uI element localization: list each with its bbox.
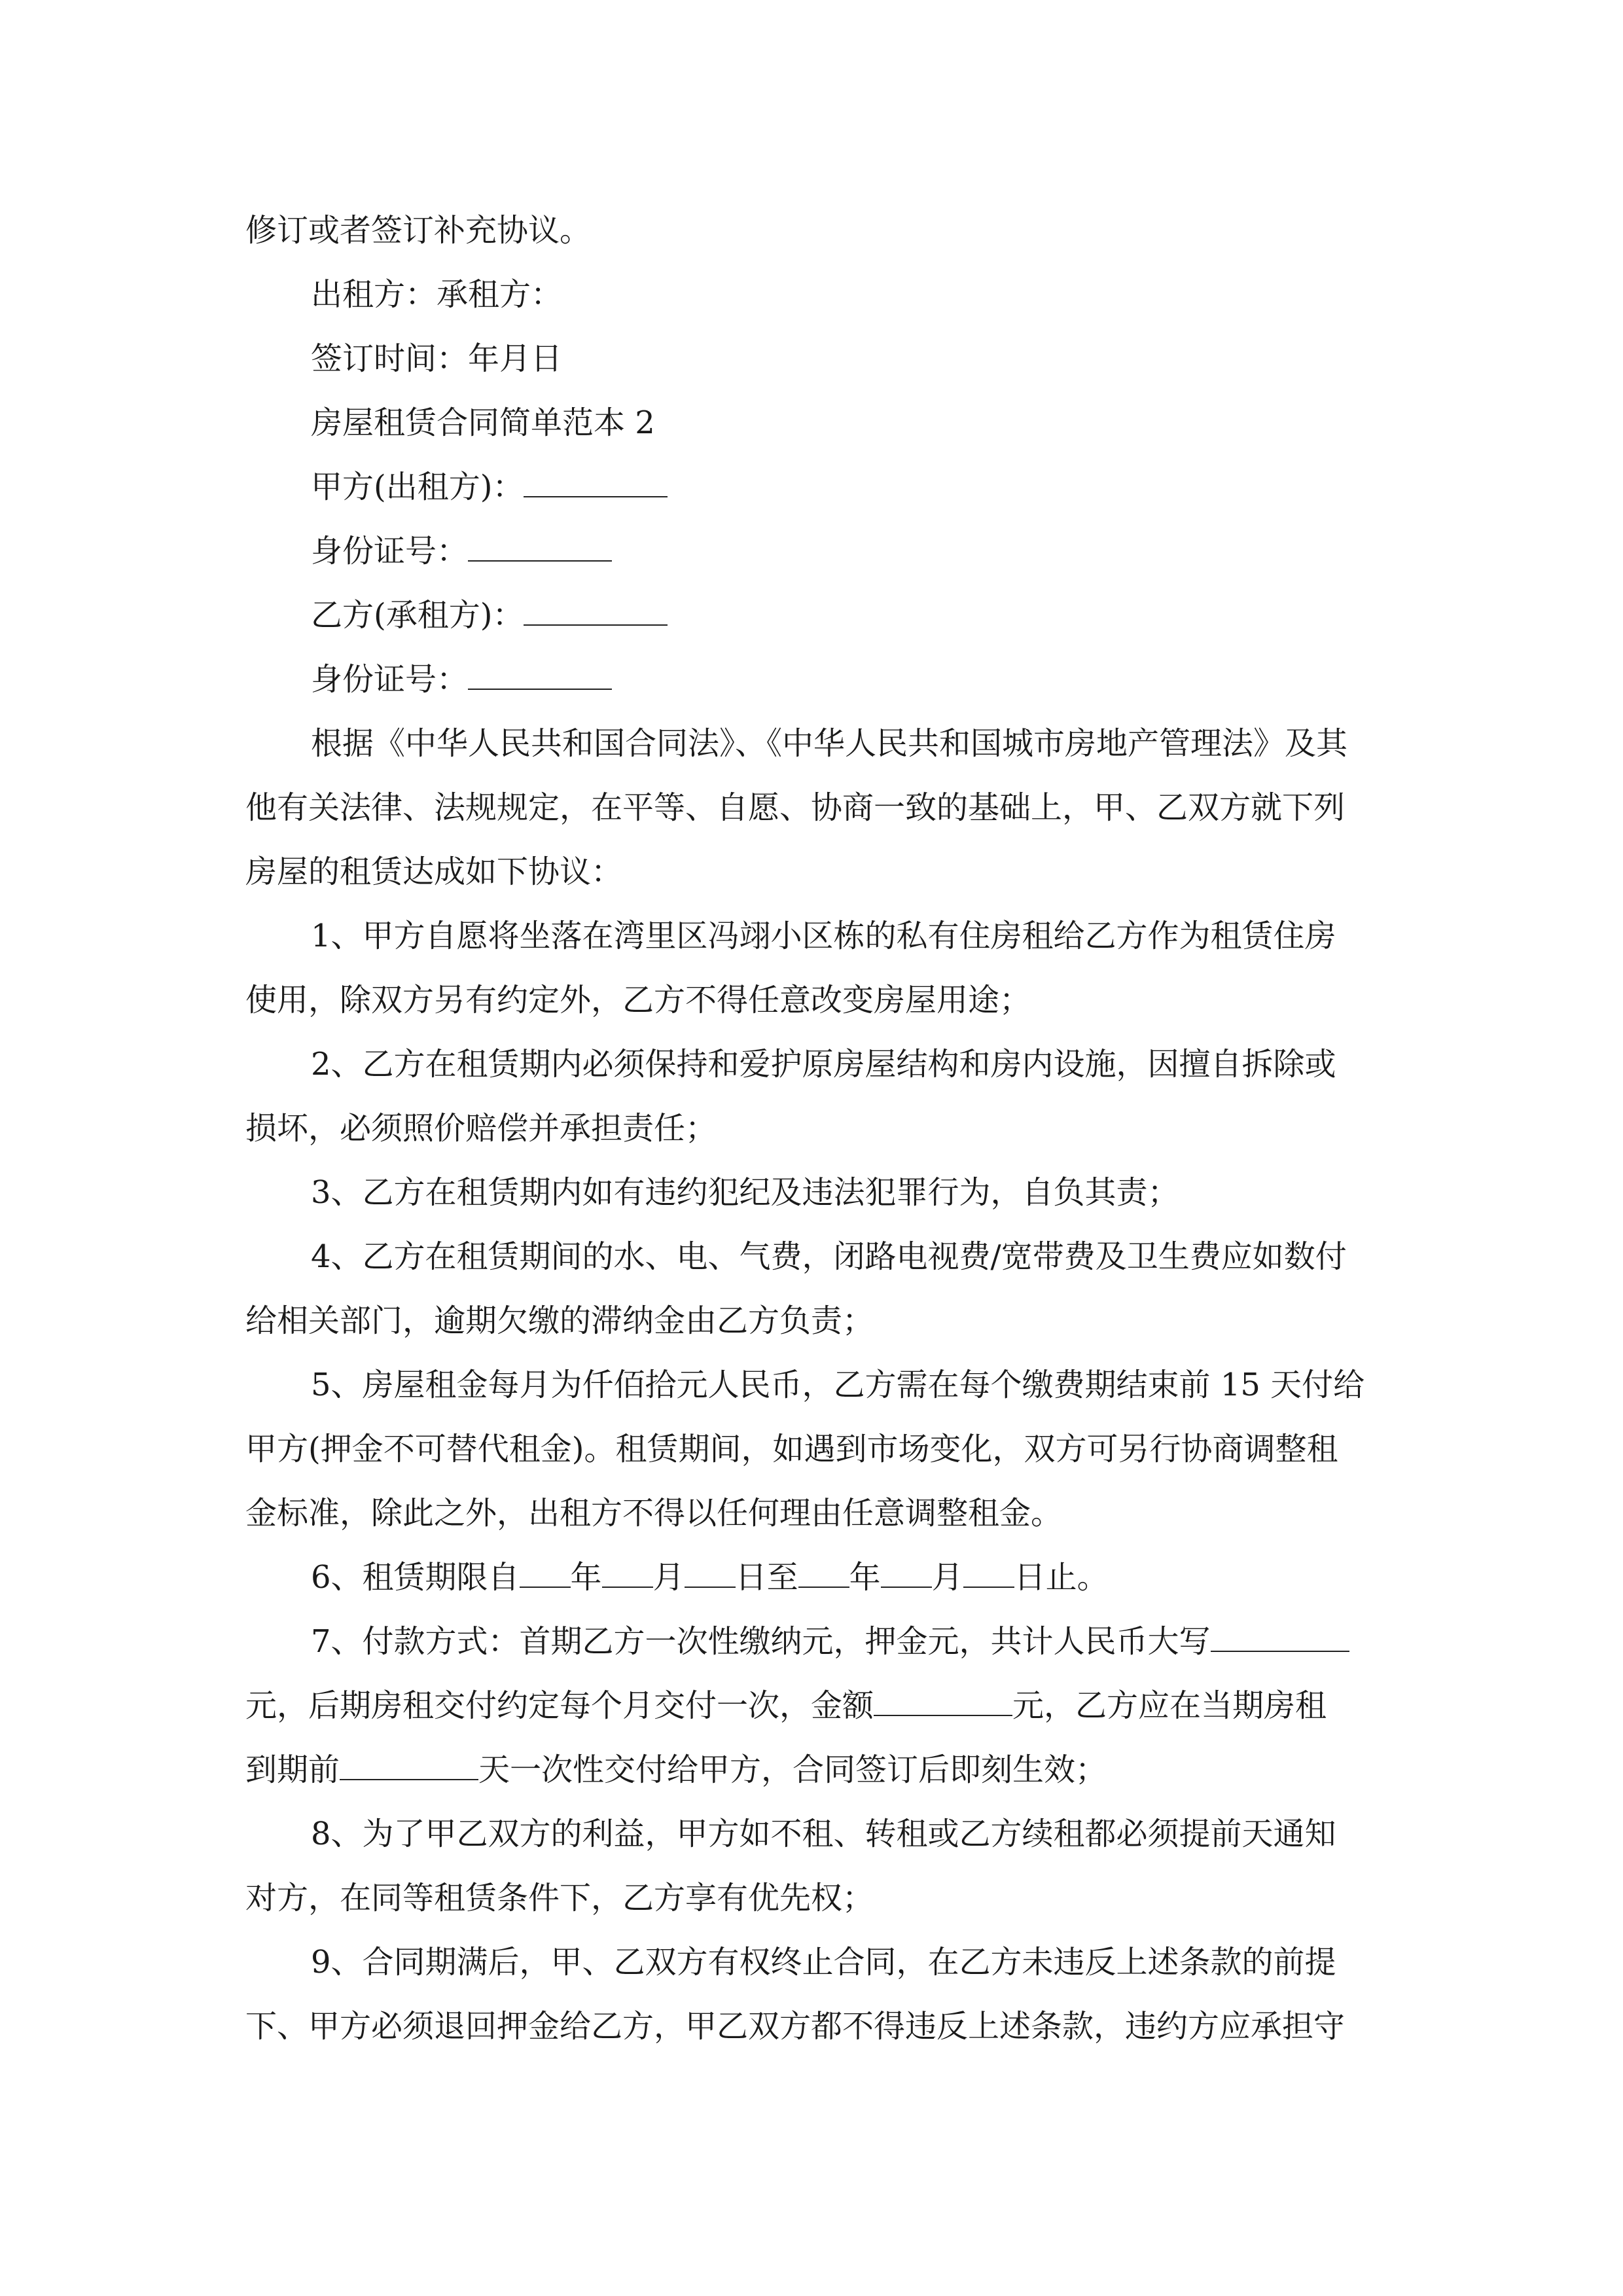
day-to-label: 日至 [735,1559,798,1596]
id-blank [468,531,612,562]
party-a-label: 甲方(出租方)： [311,469,524,505]
blank [881,1558,932,1588]
clause-5: 5、房屋租金每月为仟佰拾元人民币，乙方需在每个缴费期结束前 15 天付给 [311,1367,1365,1403]
year-label: 年 [849,1559,881,1596]
day-end-label: 日止。 [1014,1559,1109,1596]
id-label: 身份证号： [311,661,469,698]
signing-date: 签订时间：年月日 [311,340,563,377]
month-label: 月 [652,1559,685,1596]
text-line: 对方，在同等租赁条件下，乙方享有优先权； [245,1880,874,1916]
clause-2: 2、乙方在租赁期内必须保持和爱护原房屋结构和房内设施，因擅自拆除或 [311,1046,1336,1083]
blank [520,1558,571,1588]
text-line: 根据《中华人民共和国合同法》、《中华人民共和国城市房地产管理法》及其 [311,725,1348,762]
party-b-label: 乙方(承租方)： [311,597,524,634]
text-line: 下、甲方必须退回押金给乙方，甲乙双方都不得违反上述条款，违约方应承担守 [245,2008,1346,2045]
payment-text: 到期前 [245,1751,340,1788]
party-b-blank [524,596,668,626]
party-b-id-field [311,660,612,699]
payment-text: 元，乙方应在当期房租 [1012,1687,1327,1724]
text-line: 损坏，必须照价赔偿并承担责任； [245,1110,717,1147]
year-label: 年 [570,1559,602,1596]
id-label: 身份证号： [311,533,469,569]
lease-term-prefix: 6、租赁期限自 [311,1559,520,1596]
blank [963,1558,1014,1588]
party-a-id-field [311,531,612,571]
text-line: 修订或者签订补充协议。 [245,212,592,249]
id-blank [468,660,612,690]
party-a-field [311,467,668,507]
clause-9: 9、合同期满后，甲、乙双方有权终止合同，在乙方未违反上述条款的前提 [311,1944,1336,1981]
blank [798,1558,849,1588]
clause-8: 8、为了甲乙双方的利益，甲方如不租、转租或乙方续租都必须提前天通知 [311,1816,1336,1852]
text-line [245,1750,1107,1789]
blank [1211,1622,1349,1652]
payment-text: 7、付款方式：首期乙方一次性缴纳元，押金元，共计人民币大写 [311,1623,1211,1660]
clause-1: 1、甲方自愿将坐落在湾里区冯翊小区栋的私有住房租给乙方作为租赁住房 [311,918,1336,954]
blank [602,1558,653,1588]
party-b-field [311,596,668,635]
clause-4: 4、乙方在租赁期间的水、电、气费，闭路电视费/宽带费及卫生费应如数付 [311,1238,1347,1275]
text-line [245,1686,1327,1725]
contract-title: 房屋租赁合同简单范本 2 [311,404,655,441]
clause-3: 3、乙方在租赁期内如有违约犯纪及违法犯罪行为，自负其责； [311,1174,1179,1211]
text-line: 甲方(押金不可替代租金)。租赁期间，如遇到市场变化，双方可另行协商调整租 [245,1431,1338,1467]
month-label: 月 [931,1559,963,1596]
party-a-blank [524,467,668,497]
blank [340,1750,478,1780]
blank [685,1558,736,1588]
text-line: 他有关法律、法规规定，在平等、自愿、协商一致的基础上，甲、乙双方就下列 [245,789,1346,826]
blank [874,1686,1012,1716]
payment-text: 天一次性交付给甲方，合同签订后即刻生效； [478,1751,1107,1788]
clause-7 [311,1622,1349,1661]
text-line: 房屋的租赁达成如下协议： [245,853,623,890]
text-line: 给相关部门，逾期欠缴的滞纳金由乙方负责； [245,1302,874,1339]
text-line: 金标准，除此之外，出租方不得以任何理由任意调整租金。 [245,1495,1063,1532]
clause-6 [311,1558,1109,1597]
payment-text: 元，后期房租交付约定每个月交付一次，金额 [245,1687,874,1724]
text-line: 使用，除双方另有约定外，乙方不得任意改变房屋用途； [245,982,1031,1018]
signature-parties: 出租方：承租方： [311,276,563,313]
